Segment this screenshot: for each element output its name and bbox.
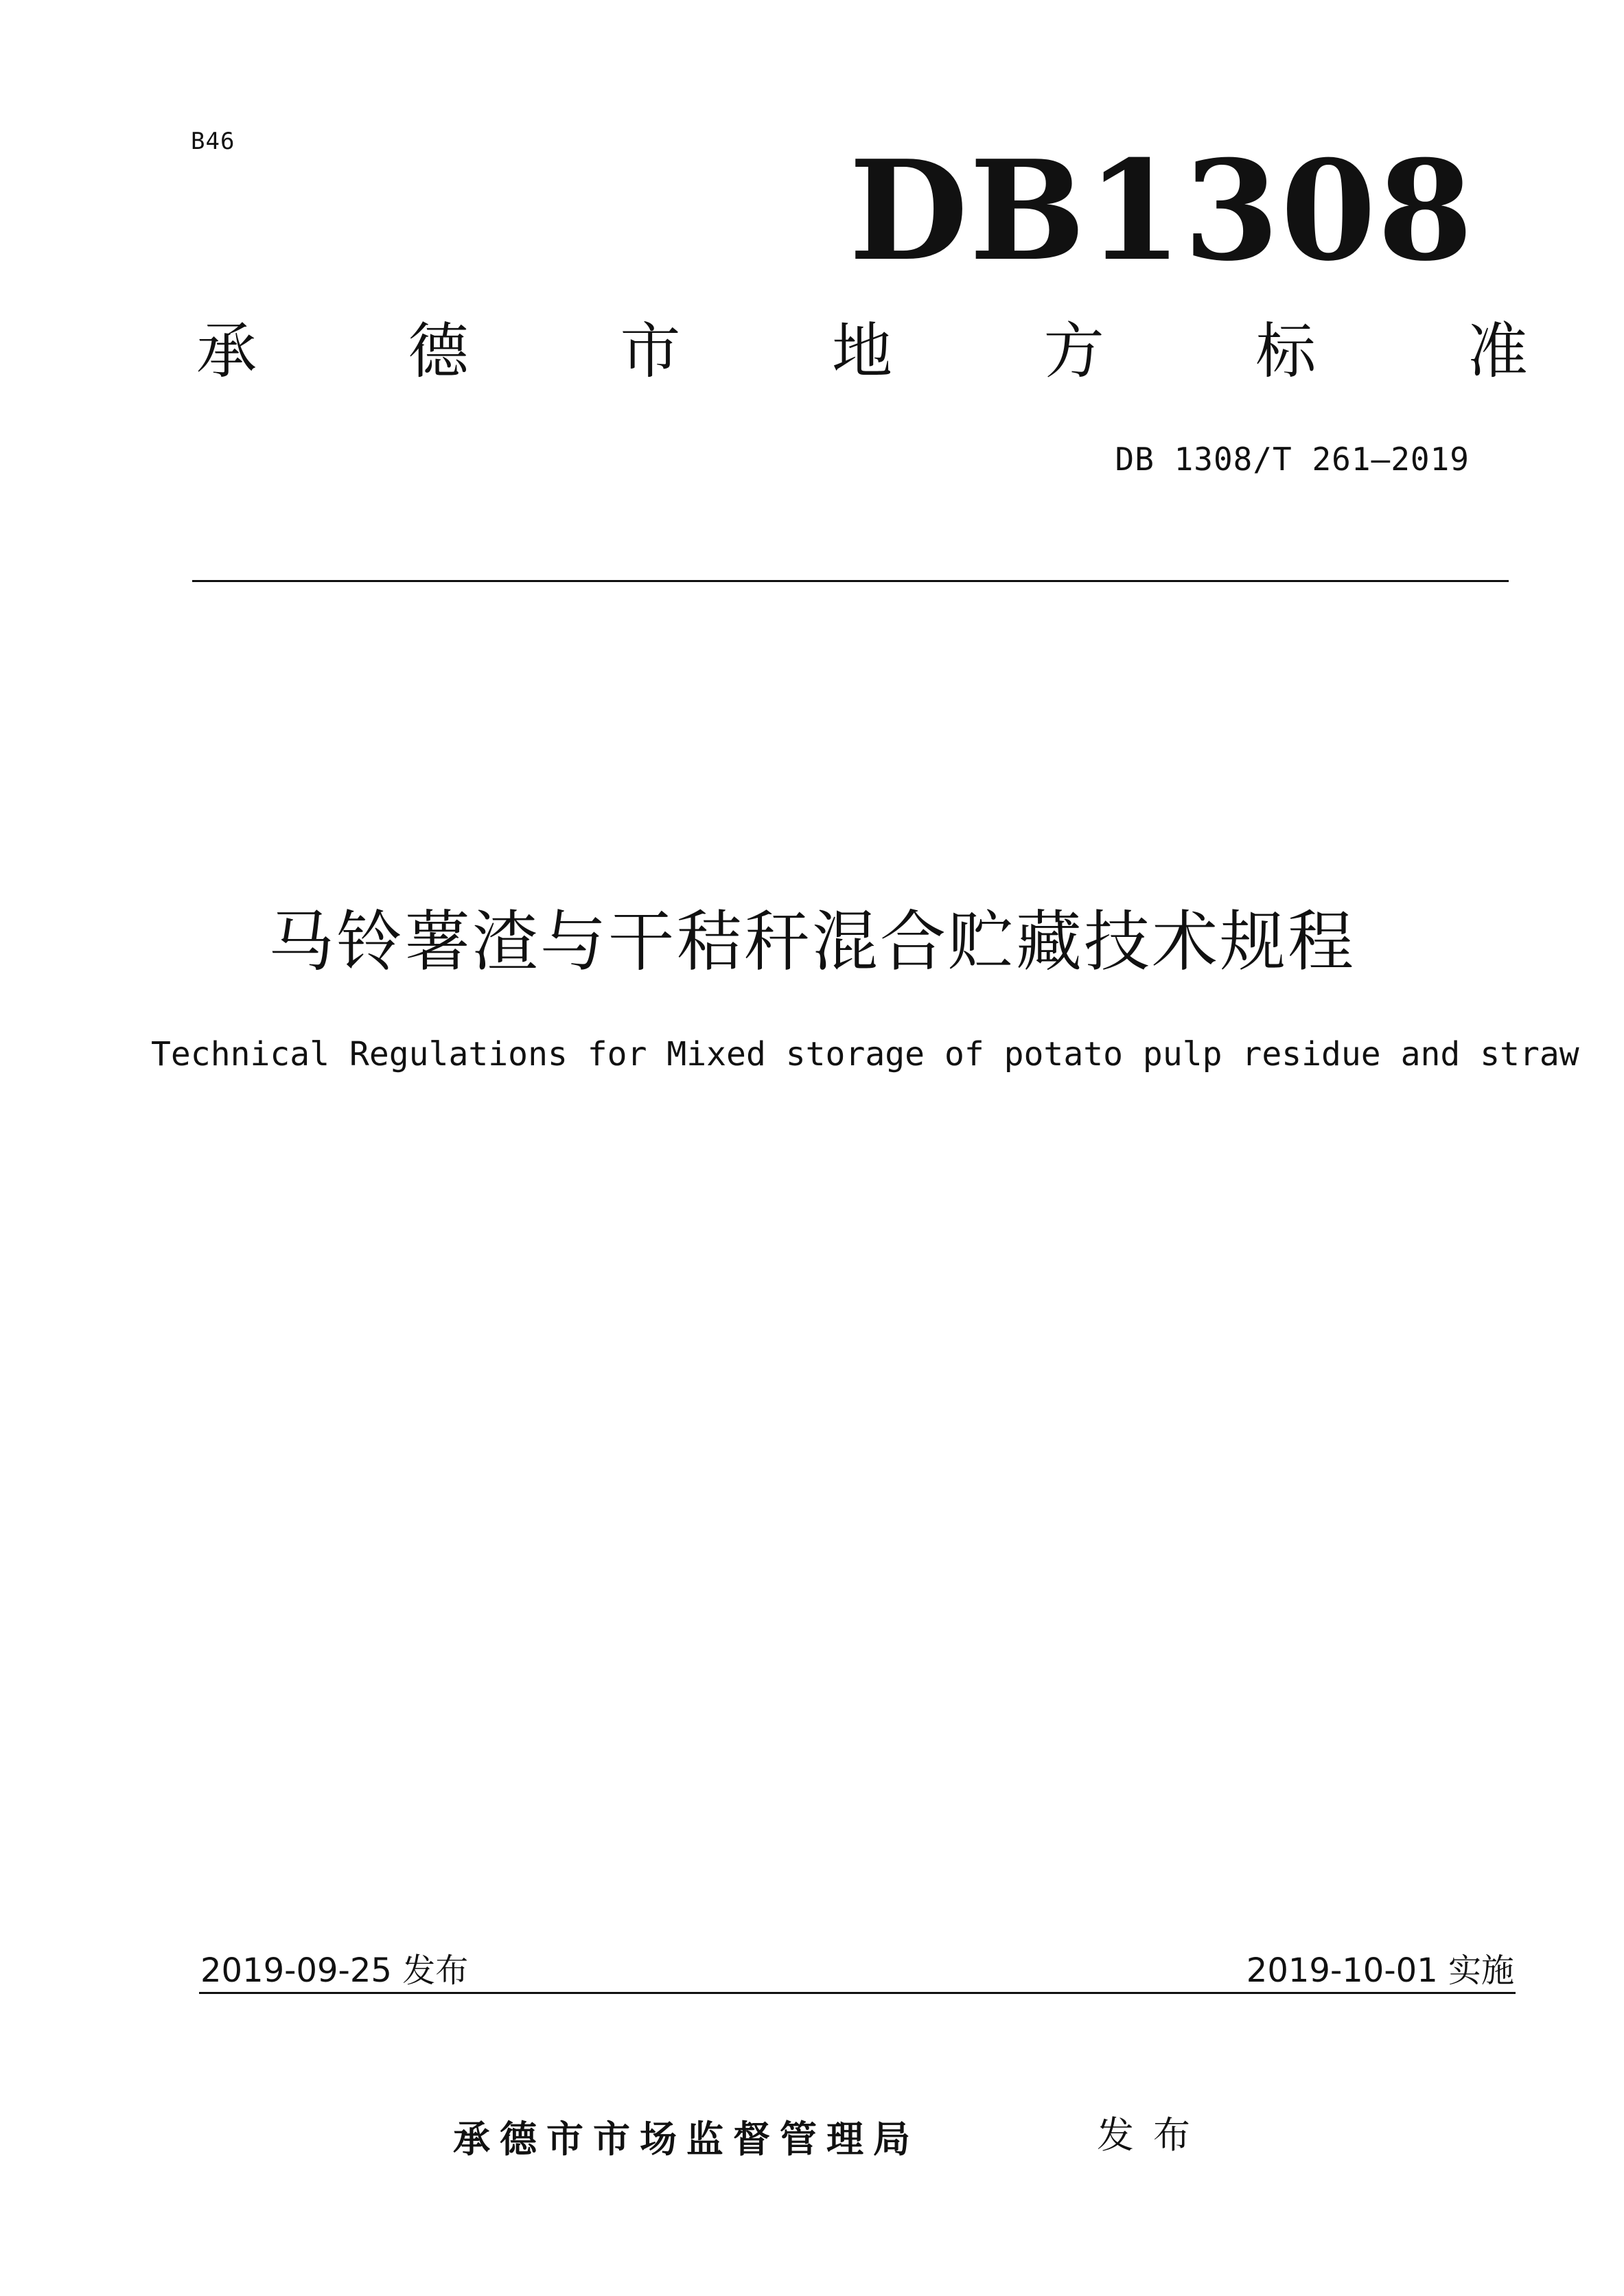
standard-type-char: 市 <box>620 316 681 386</box>
document-title-cn: 马铃薯渣与干秸秆混合贮藏技术规程 <box>268 903 1356 980</box>
bottom-divider <box>199 1992 1516 1994</box>
standard-type-char: 地 <box>831 316 892 386</box>
publish-date: 2019-09-25 发布 <box>200 1951 469 1990</box>
standard-type-title <box>196 316 1528 386</box>
issuer-name: 承德市市场监督管理局 <box>453 2118 920 2161</box>
standard-type-char: 德 <box>408 316 469 386</box>
classification-code: B46 <box>191 128 235 155</box>
standard-type-char: 承 <box>196 316 257 386</box>
standard-number: DB 1308/T 261—2019 <box>1115 441 1470 478</box>
standard-type-char: 准 <box>1467 316 1528 386</box>
top-divider <box>192 580 1509 582</box>
standard-code: DB1308 <box>848 130 1474 292</box>
standard-type-char: 标 <box>1255 316 1316 386</box>
implement-date: 2019-10-01 实施 <box>1246 1951 1514 1990</box>
standard-type-char: 方 <box>1043 316 1104 386</box>
issue-word: 发布 <box>1097 2113 1209 2157</box>
document-title-en: Technical Regulations for Mixed storage of potato pulp residue and straw <box>151 1035 1579 1074</box>
